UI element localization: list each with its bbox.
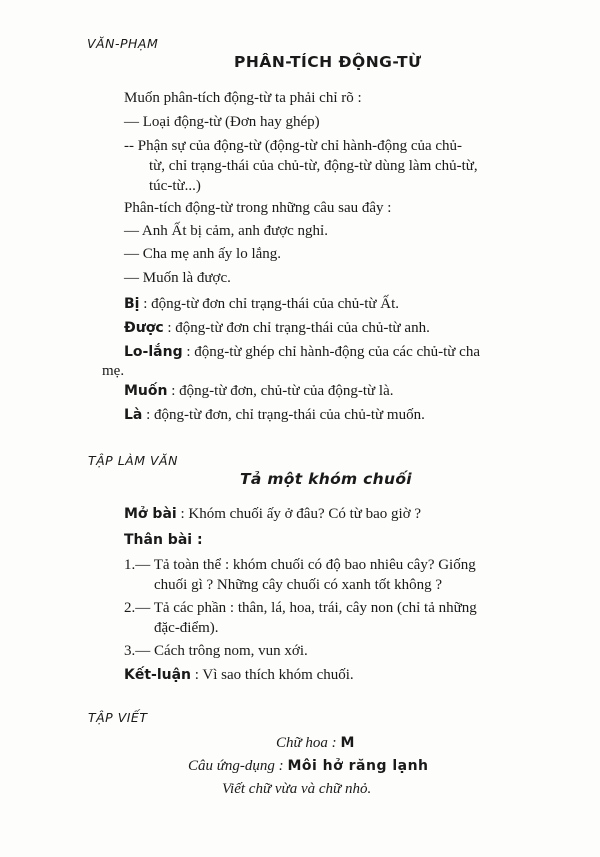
exercise-sentence-1: — Anh Ất bị cảm, anh được nghỉ.: [124, 223, 328, 239]
grammar-item-2-line-3: túc-từ...): [149, 178, 201, 194]
answer-3-text: : động-từ ghép chỉ hành-động của các chủ-từ cha: [186, 344, 480, 360]
grammar-title: PHÂN-TÍCH ĐỘNG-TỪ: [234, 53, 422, 71]
application-label: Câu ứng-dụng :: [188, 758, 284, 774]
answer-5: [124, 405, 425, 425]
application-value: Môi hở răng lạnh: [287, 758, 429, 774]
answer-5-term: Là: [124, 407, 143, 423]
capital-label: Chữ hoa :: [276, 735, 337, 751]
writing-instruction: Viết chữ vừa và chữ nhỏ.: [222, 781, 372, 797]
composition-intro-term: Mở bài: [124, 506, 177, 522]
body-point-2-line-1: 2.— Tả các phần : thân, lá, hoa, trái, cây non (chỉ tả những: [124, 600, 477, 616]
exercise-sentence-3: — Muốn là được.: [124, 270, 231, 286]
section-label-grammar: VĂN-PHẠM: [87, 36, 159, 51]
answer-3-term: Lo-lắng: [124, 344, 183, 360]
grammar-exercise: Phân-tích động-từ trong những câu sau đây :: [124, 200, 392, 216]
grammar-item-2-line-2: từ, chỉ trạng-thái của chủ-từ, động-từ dùng làm chủ-từ,: [149, 158, 478, 174]
answer-4-text: : động-từ đơn, chủ-từ của động-từ là.: [171, 383, 394, 399]
composition-body-heading: Thân bài :: [124, 532, 203, 548]
answer-1-term: Bị: [124, 296, 140, 312]
answer-2: [124, 318, 430, 338]
composition-title: Tả một khóm chuối: [240, 470, 412, 488]
exercise-sentence-2: — Cha mẹ anh ấy lo lắng.: [124, 246, 282, 262]
body-point-3: 3.— Cách trông nom, vun xới.: [124, 643, 308, 659]
body-point-1-line-1: 1.— Tả toàn thể : khóm chuối có độ bao nhiêu cây? Giống: [124, 557, 476, 573]
body-point-1-line-2: chuối gì ? Những cây chuối có xanh tốt không ?: [154, 577, 443, 593]
answer-3-continuation: mẹ.: [102, 363, 125, 379]
answer-3: [124, 342, 480, 362]
section-label-composition: TẬP LÀM VĂN: [88, 453, 178, 468]
capital-letter-line: [276, 733, 354, 753]
capital-value: M: [340, 735, 355, 751]
section-label-writing: TẬP VIẾT: [88, 710, 148, 725]
application-sentence-line: [188, 756, 429, 776]
composition-conclusion-text: : Vì sao thích khóm chuối.: [194, 667, 354, 683]
composition-intro: [124, 504, 421, 524]
body-point-2-line-2: đặc-điểm).: [154, 620, 219, 636]
answer-5-text: : động-từ đơn, chỉ trạng-thái của chủ-từ muốn.: [146, 407, 425, 423]
answer-1: [124, 294, 399, 314]
answer-1-text: : động-từ đơn chỉ trạng-thái của chủ-từ Ất.: [143, 296, 400, 312]
composition-conclusion: [124, 665, 354, 685]
composition-conclusion-term: Kết-luận: [124, 667, 192, 683]
answer-4-term: Muốn: [124, 383, 168, 399]
grammar-item-2-line-1: -- Phận sự của động-từ (động-từ chỉ hành-động của chủ-: [124, 138, 463, 154]
answer-2-term: Được: [124, 320, 164, 336]
grammar-item-1: — Loại động-từ (Đơn hay ghép): [124, 114, 320, 130]
grammar-intro: Muốn phân-tích động-từ ta phải chỉ rõ :: [124, 90, 362, 106]
answer-2-text: : động-từ đơn chỉ trạng-thái của chủ-từ anh.: [167, 320, 430, 336]
composition-intro-text: : Khóm chuối ấy ở đâu? Có từ bao giờ ?: [180, 506, 422, 522]
answer-4: [124, 381, 394, 401]
